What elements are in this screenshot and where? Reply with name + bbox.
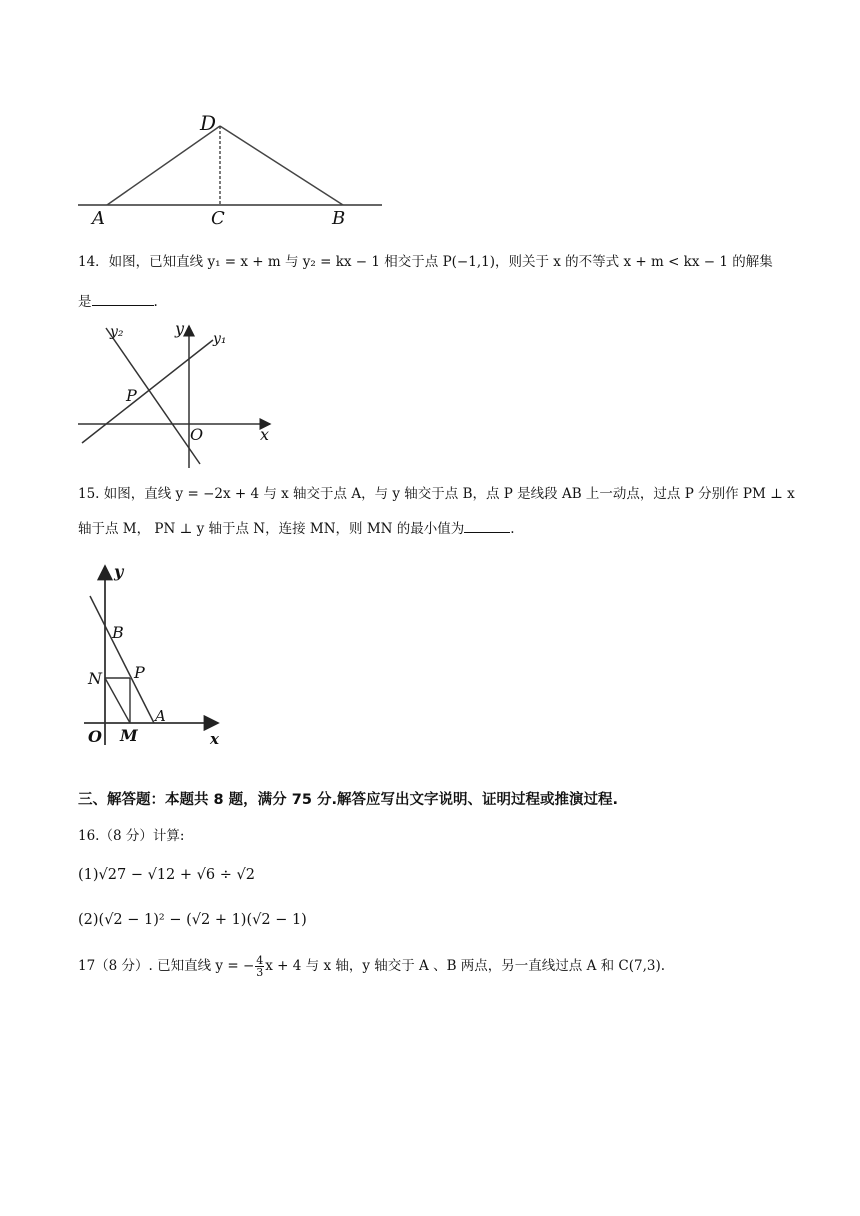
label-a: A xyxy=(155,707,166,725)
label-p: P xyxy=(134,663,145,682)
q17-text: 17（8 分）. 已知直线 y = − $\frac{4}{3}$ x + 4 与 x 轴，y 轴交于 A 、B 两点，另一直线过点 A 和 C(7,3). xyxy=(78,954,666,979)
label-y2: y₂ xyxy=(110,324,124,340)
label-b: B xyxy=(112,623,124,642)
q16-title: 16.（8 分）计算: xyxy=(78,828,185,844)
label-d: D xyxy=(200,111,217,135)
label-y1: y₁ xyxy=(213,331,227,347)
side-db xyxy=(220,126,343,205)
label-o: O xyxy=(190,425,204,444)
label-n: N xyxy=(88,669,102,688)
label-b: B xyxy=(332,208,346,228)
figure-13-triangle xyxy=(70,108,390,228)
q15-text-line2: 轴于点 M， PN ⊥ y 轴于点 N，连接 MN，则 MN 的最小值为 . xyxy=(78,518,515,539)
answer-blank xyxy=(464,518,510,533)
label-x: x xyxy=(210,730,219,748)
label-y: y xyxy=(175,319,185,338)
figure-14-graph xyxy=(76,318,286,474)
label-o: O xyxy=(88,727,102,746)
q14-text-line2: 是 . xyxy=(78,291,158,312)
line-ab xyxy=(90,596,154,723)
q15-text-line1: 15. 如图，直线 y = −2x + 4 与 x 轴交于点 A，与 y 轴交于点 B，点 P 是线段 AB 上一动点，过点 P 分别作 PM ⊥ x xyxy=(78,486,795,502)
figure-15-graph xyxy=(80,560,230,750)
label-x: x xyxy=(260,425,270,444)
label-p: P xyxy=(126,386,137,405)
label-y: y xyxy=(114,562,124,581)
segment-mn xyxy=(105,678,130,723)
side-ad xyxy=(107,126,220,205)
section-3-heading: 三、解答题：本题共 8 题，满分 75 分.解答应写出文字说明、证明过程或推演过程. xyxy=(78,792,618,808)
label-m: M xyxy=(120,726,138,745)
fraction: $\frac{4}{3}$ xyxy=(256,954,264,979)
label-a: A xyxy=(92,208,105,228)
line-y2 xyxy=(106,328,200,464)
answer-blank xyxy=(92,291,154,306)
q14-text-line1: 14．如图，已知直线 y₁ = x + m 与 y₂ = kx − 1 相交于点 P(−1,1)，则关于 x 的不等式 x + m < kx − 1 的解集 xyxy=(78,254,773,270)
q16-part1: (1)√27 − √12 + √6 ÷ √2 xyxy=(78,867,255,883)
label-c: C xyxy=(211,208,225,228)
q16-part2: (2)(√2 − 1)² − (√2 + 1)(√2 − 1) xyxy=(78,912,307,928)
